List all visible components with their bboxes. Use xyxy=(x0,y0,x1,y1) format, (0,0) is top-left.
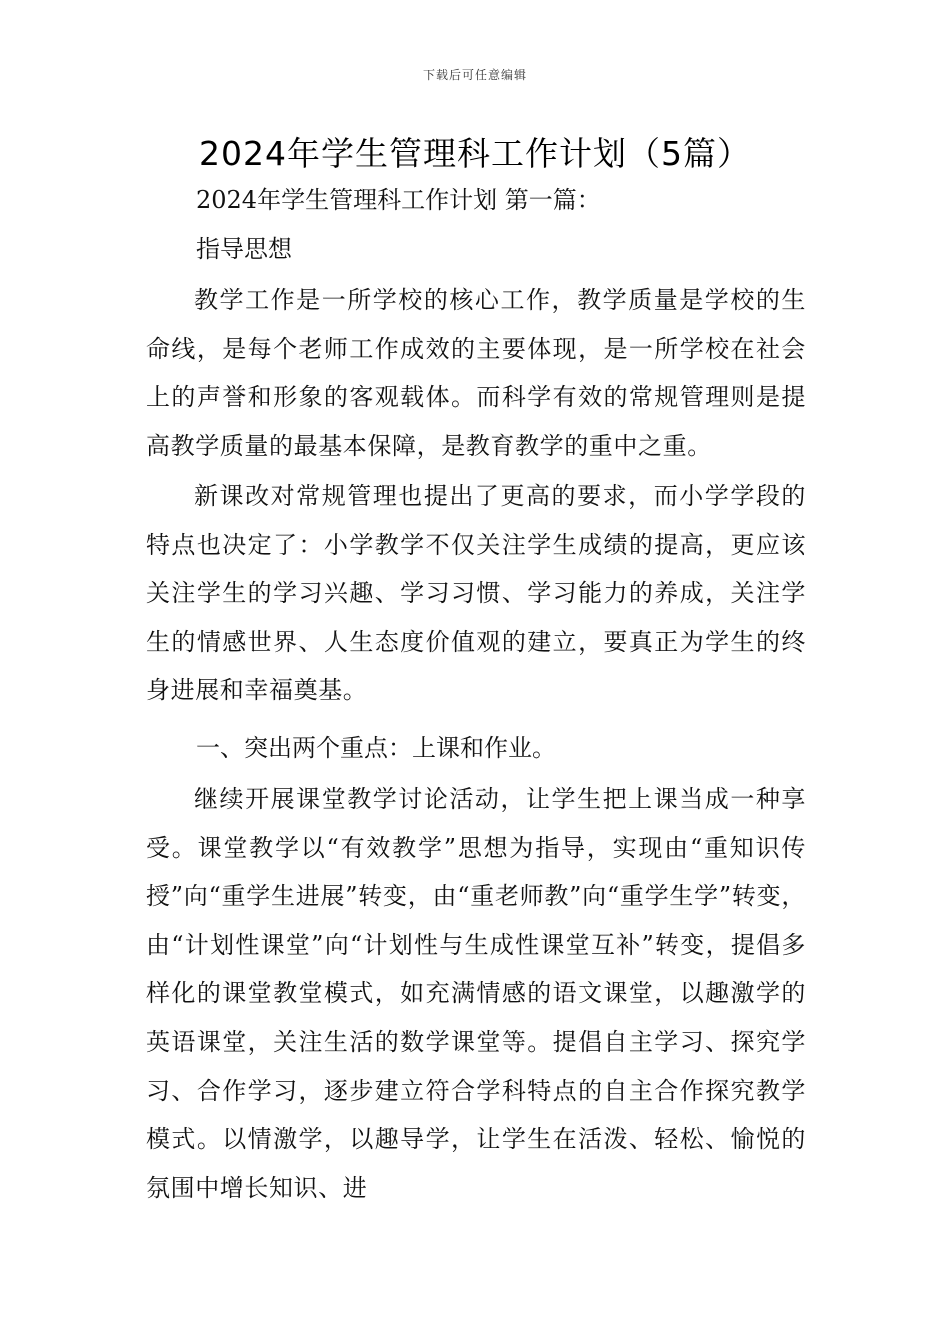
header-note: 下载后可任意编辑 xyxy=(422,68,527,82)
section-heading: 指导思想 xyxy=(196,235,292,263)
paragraph-2: 新课改对常规管理也提出了更高的要求，而小学学段的特点也决定了：小学教学不仅关注学生成绩的提高，更应该关注学生的学习兴趣、学习习惯、学习能力的养成，关注学生的情感世界、人生态度价值观的建立，要真正为学生的终身进展和幸福奠基。 xyxy=(146,482,806,705)
document-title: 2024年学生管理科工作计划（5篇） xyxy=(199,134,751,173)
paragraph-1: 教学工作是一所学校的核心工作，教学质量是学校的生命线，是每个老师工作成效的主要体现，是一所学校在社会上的声誉和形象的客观载体。而科学有效的常规管理则是提高教学质量的最基本保障，是教育教学的重中之重。 xyxy=(146,286,806,460)
point-1-heading: 一、突出两个重点：上课和作业。 xyxy=(196,734,556,762)
paragraph-3: 继续开展课堂教学讨论活动，让学生把上课当成一种享受。课堂教学以“有效教学”思想为指导，实现由“重知识传授”向“重学生进展”转变，由“重老师教”向“重学生学”转变，由“计划性课堂”向“计划性与生成性课堂互补”转变，提倡多样化的课堂教堂模式，如充满情感的语文课堂，以趣激学的英语课堂，关注生活的数学课堂等。提倡自主学习、探究学习、合作学习，逐步建立符合学科特点的自主合作探究教学模式。以情激学，以趣导学，让学生在活泼、轻松、愉悦的氛围中增长知识、进 xyxy=(146,785,806,1202)
document-subtitle: 2024年学生管理科工作计划 第一篇： xyxy=(196,186,601,214)
